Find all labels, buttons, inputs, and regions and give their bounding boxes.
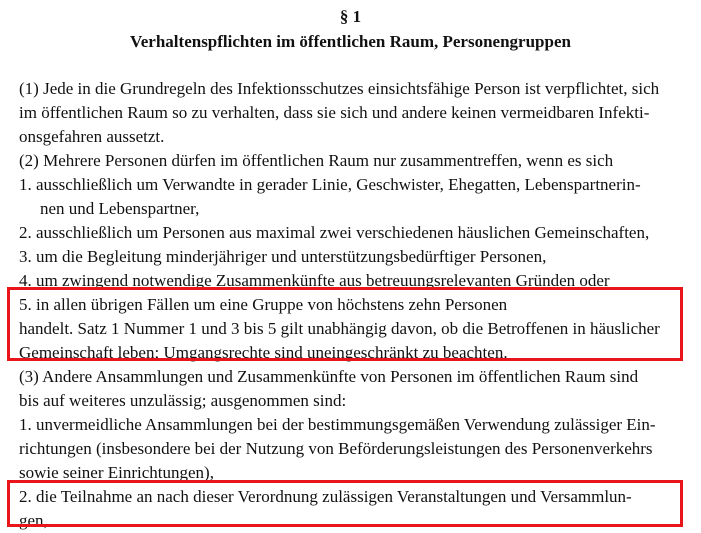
section-title: Verhaltenspflichten im öffentlichen Raum, Personengruppen [130, 32, 571, 51]
paragraph-1-line-2: im öffentlichen Raum so zu verhalten, dass sie sich und andere keinen vermeidbaren Infekti- [19, 103, 650, 122]
paragraph-3-line-1: (3) Andere Ansammlungen und Zusammenkünfte von Personen im öffentlichen Raum sind [19, 367, 639, 386]
paragraph-2-line-1: (2) Mehrere Personen dürfen im öffentlichen Raum nur zusammentreffen, wenn es sich [19, 151, 614, 170]
highlight-box-exception-2 [7, 480, 683, 527]
paragraph-1-line-1: (1) Jede in die Grundregeln des Infektionsschutzes einsichtsfähige Person ist verpflichtet, sich [19, 79, 660, 98]
paragraph-2-closing-line-2: Gemeinschaft leben; Umgangsrechte sind uneingeschränkt zu beachten. [19, 343, 508, 362]
exception-1-line-1: 1. unvermeidliche Ansammlungen bei der bestimmungsgemäßen Verwendung zulässiger Ein- [19, 415, 656, 434]
list-item-1-line-2: nen und Lebenspartner, [40, 199, 200, 218]
exception-1-line-3: sowie seiner Einrichtungen), [19, 463, 214, 482]
paragraph-2-closing-line-1: handelt. Satz 1 Nummer 1 und 3 bis 5 gilt unabhängig davon, ob die Betroffenen in häuslicher [19, 319, 660, 338]
list-item-2: 2. ausschließlich um Personen aus maximal zwei verschiedenen häuslichen Gemeinschaften, [19, 223, 650, 242]
section-number: § 1 [339, 7, 362, 26]
list-item-4: 4. um zwingend notwendige Zusammenkünfte aus betreuungsrelevanten Gründen oder [19, 271, 610, 290]
list-item-3: 3. um die Begleitung minderjähriger und unterstützungsbedürftiger Personen, [19, 247, 547, 266]
exception-1-line-2: richtungen (insbesondere bei der Nutzung von Beförderungsleistungen des Personenverkehrs [19, 439, 653, 458]
list-item-5: 5. in allen übrigen Fällen um eine Gruppe von höchstens zehn Personen [19, 295, 508, 314]
paragraph-1-line-3: onsgefahren aussetzt. [19, 127, 165, 146]
exception-2-line-1: 2. die Teilnahme an nach dieser Verordnung zulässigen Veranstaltungen und Versammlun- [19, 487, 632, 506]
exception-2-line-2: gen, [19, 511, 48, 530]
highlight-box-item-5 [7, 287, 683, 361]
paragraph-3-line-2: bis auf weiteres unzulässig; ausgenommen sind: [19, 391, 347, 410]
list-item-1-line-1: 1. ausschließlich um Verwandte in gerader Linie, Geschwister, Ehegatten, Lebenspartnerin- [19, 175, 641, 194]
